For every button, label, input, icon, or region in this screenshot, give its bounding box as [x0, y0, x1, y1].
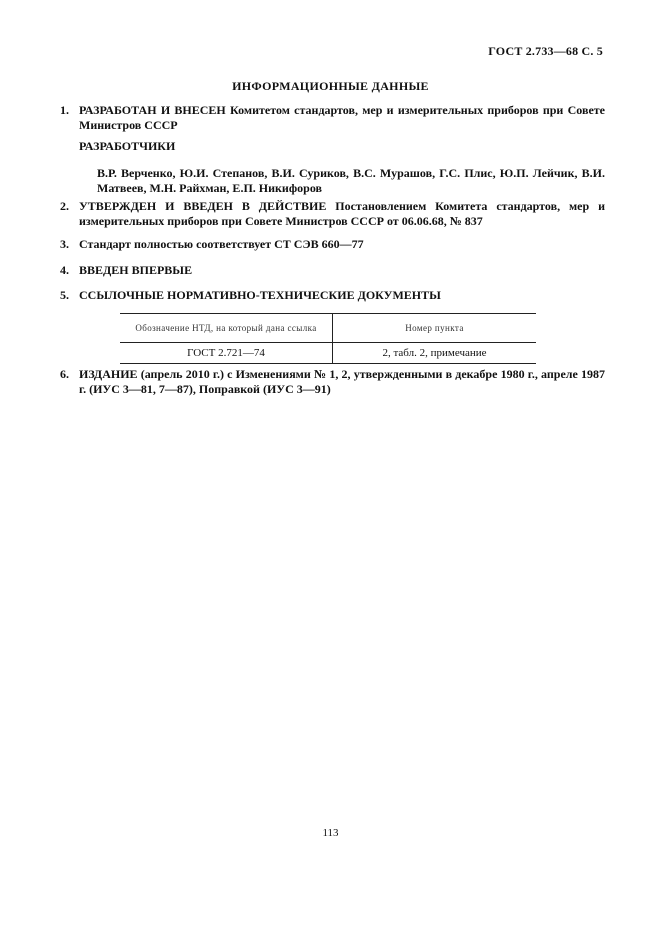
page-header: ГОСТ 2.733—68 С. 5 [488, 44, 603, 58]
info-item-1 [60, 103, 605, 133]
table-header-row [120, 314, 536, 343]
item-text: УТВЕРЖДЕН И ВВЕДЕН В ДЕЙСТВИЕ Постановлением Комитета стандартов, мер и измерительных приборов при Совете Министров СССР от 06.06.68, № 837 [79, 199, 605, 228]
info-item-2 [60, 199, 605, 229]
column-header-clause: Номер пункта [333, 314, 537, 343]
table-cell: 2, табл. 2, примечание [333, 343, 537, 364]
item-number: 5. [60, 288, 69, 302]
item-number: 3. [60, 237, 69, 251]
references-table [120, 313, 536, 364]
info-item-6 [60, 367, 605, 397]
info-item-4 [60, 263, 605, 278]
table-cell: ГОСТ 2.721—74 [120, 343, 333, 364]
info-item-5 [60, 288, 605, 303]
item-text: РАЗРАБОТАН И ВНЕСЕН Комитетом стандартов, мер и измерительных приборов при Совете Министров СССР [79, 103, 605, 132]
item-number: 4. [60, 263, 69, 277]
item-number: 2. [60, 199, 69, 213]
item-number: 1. [60, 103, 69, 117]
item-text: ВВЕДЕН ВПЕРВЫЕ [79, 263, 193, 277]
developers-list: В.Р. Верченко, Ю.И. Степанов, В.И. Суриков, В.С. Мурашов, Г.С. Плис, Ю.П. Лейчик, В.И. Матвеев, М.Н. Райхман, Е.П. Никифоров [97, 166, 605, 195]
developers-heading: РАЗРАБОТЧИКИ [79, 139, 176, 153]
column-header-ntd: Обозначение НТД, на который дана ссылка [120, 314, 333, 343]
info-item-3 [60, 237, 605, 252]
item-text: ССЫЛОЧНЫЕ НОРМАТИВНО-ТЕХНИЧЕСКИЕ ДОКУМЕНТЫ [79, 288, 441, 302]
item-text: Стандарт полностью соответствует СТ СЭВ 660—77 [79, 237, 364, 251]
table-row [120, 343, 536, 364]
page-number: 113 [322, 827, 339, 839]
item-text: ИЗДАНИЕ (апрель 2010 г.) с Изменениями № 1, 2, утвержденными в декабре 1980 г., апреле 1987 г. (ИУС 3—81, 7—87), Поправкой (ИУС 3—91) [79, 367, 605, 396]
section-title: ИНФОРМАЦИОННЫЕ ДАННЫЕ [232, 79, 429, 93]
item-number: 6. [60, 367, 69, 381]
